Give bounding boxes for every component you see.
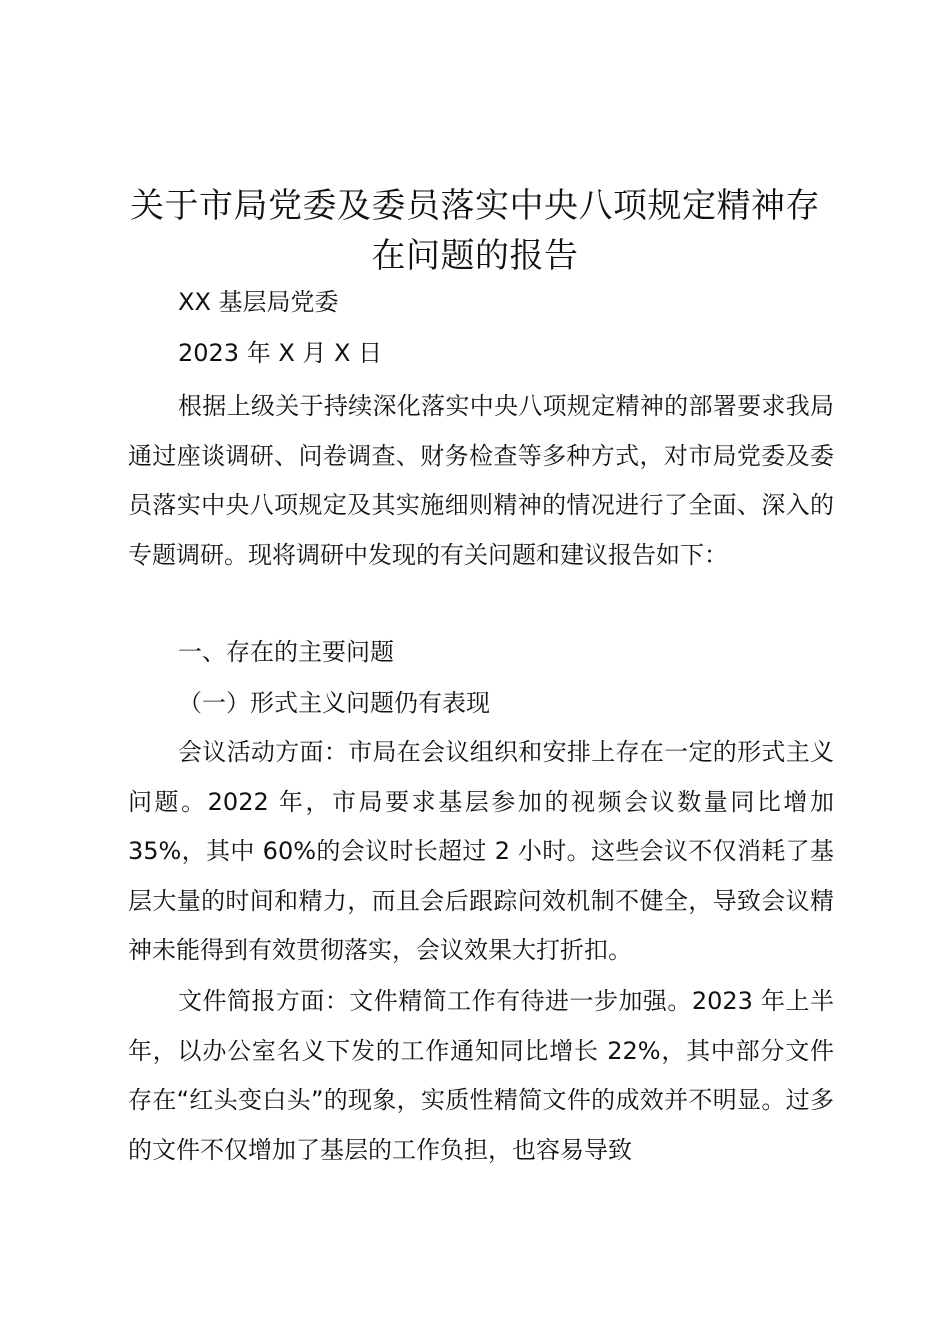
- issuing-organization: XX 基层局党委: [178, 288, 339, 316]
- section-heading-main-problems: 一、存在的主要问题: [178, 638, 394, 666]
- document-title-line2: 在问题的报告: [371, 236, 579, 276]
- documents-briefings-paragraph: 文件简报方面：文件精简工作有待进一步加强。2023 年上半年，以办公室名义下发的工作通知同比增长 22%，其中部分文件存在“红头变白头”的现象，实质性精简文件的成效并不明显。过多的文件不仅增加了基层的工作负担，也容易导致: [128, 987, 834, 1164]
- meeting-activities-paragraph: 会议活动方面：市局在会议组织和安排上存在一定的形式主义问题。2022 年，市局要求基层参加的视频会议数量同比增加 35%，其中 60%的会议时长超过 2 小时。这些会议不仅消耗了基层大量的时间和精力，而且会后跟踪问效机制不健全，导致会议精神未能得到有效贯彻落实，会议效果大打折扣。: [128, 738, 834, 964]
- intro-paragraph: 根据上级关于持续深化落实中央八项规定精神的部署要求我局通过座谈调研、问卷调查、财务检查等多种方式，对市局党委及委员落实中央八项规定及其实施细则精神的情况进行了全面、深入的专题调研。现将调研中发现的有关问题和建议报告如下：: [128, 392, 834, 569]
- subsection-heading-formalism: （一）形式主义问题仍有表现: [178, 689, 490, 717]
- document-title-line1: 关于市局党委及委员落实中央八项规定精神存: [130, 186, 820, 226]
- document-date: 2023 年 X 月 X 日: [178, 339, 383, 367]
